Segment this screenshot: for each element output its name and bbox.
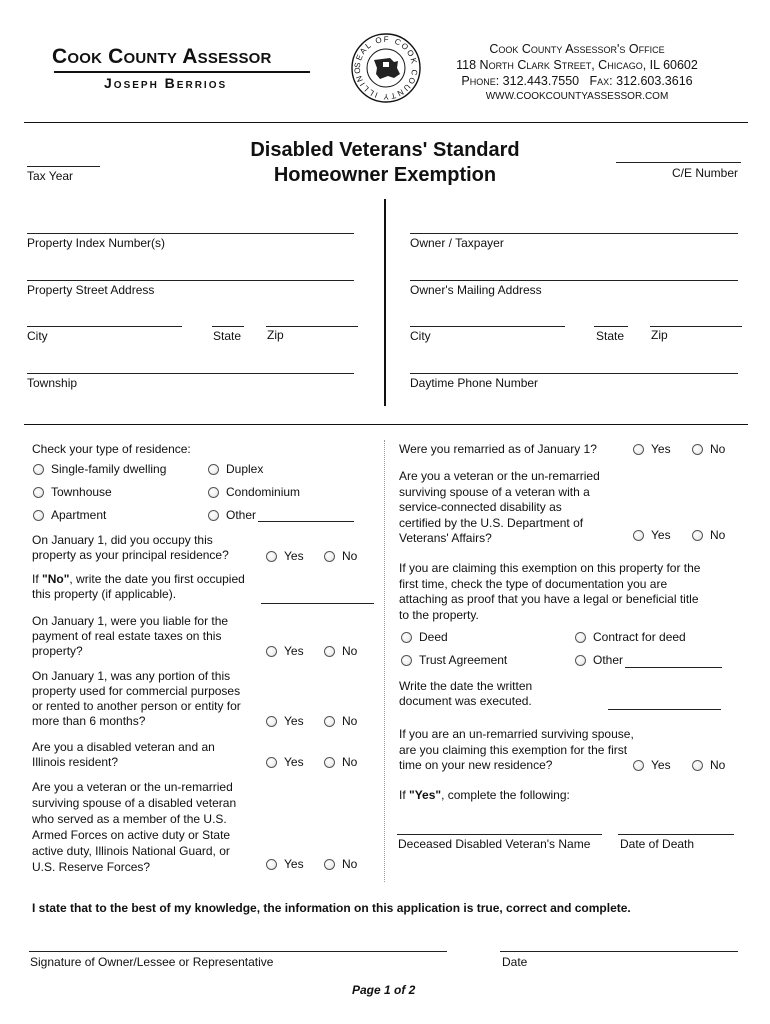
q-occupy-yes-radio[interactable]	[266, 551, 277, 562]
q-remarried-no-label: No	[710, 442, 726, 456]
q-certified-no-radio[interactable]	[692, 530, 703, 541]
q-served-no-label: No	[342, 857, 358, 871]
tax-year-label: Tax Year	[27, 169, 74, 183]
residence-condominium-radio[interactable]	[208, 487, 219, 498]
q-remarried-yes-radio[interactable]	[633, 444, 644, 455]
owner-state-label: State	[596, 329, 625, 343]
pin-field[interactable]	[27, 233, 354, 234]
q-commercial-no-label: No	[342, 714, 358, 728]
street-field[interactable]	[27, 280, 354, 281]
owner-city-field[interactable]	[410, 326, 565, 327]
form-title-line2: Homeowner Exemption	[273, 164, 497, 186]
q-disabled: Are you a disabled veteran and an Illinois resident?	[32, 740, 215, 769]
date-field[interactable]	[500, 951, 738, 952]
q-served-yes-radio[interactable]	[266, 859, 277, 870]
q-occupy-no-label: No	[342, 549, 358, 563]
phone-field[interactable]	[410, 373, 738, 374]
doc-contract-label: Contract for deed	[593, 630, 686, 644]
brand-name: Joseph Berrios	[104, 75, 228, 91]
q-if-no	[32, 572, 247, 602]
mailing-label: Owner's Mailing Address	[410, 283, 542, 297]
first-occupied-date-field[interactable]	[261, 603, 374, 604]
township-label: Township	[27, 376, 78, 390]
q-first-time: If you are claiming this exemption on this property for the first time, check the type of documentation you are attaching as proof that you have a legal or beneficial title to the property.	[399, 561, 701, 622]
doc-other-label: Other	[593, 653, 624, 667]
state-label: State	[213, 329, 242, 343]
ce-number-field[interactable]	[616, 162, 741, 163]
q-certified: Are you a veteran or the un-remarried surviving spouse of a veteran with a service-connected disability as certified by the U.S. Department of Veterans' Affairs?	[399, 469, 600, 545]
office-address: 118 North Clark Street, Chicago, IL 60602	[456, 58, 698, 72]
q-commercial: On January 1, was any portion of this property used for commercial purposes or rented to another person or entity for more than 6 months?	[32, 669, 241, 728]
q-if-no-pre: If	[32, 572, 43, 586]
residence-duplex-radio[interactable]	[208, 464, 219, 475]
q-liable-no-label: No	[342, 644, 358, 658]
form-title	[200, 138, 570, 188]
state-field[interactable]	[212, 326, 244, 327]
mailing-field[interactable]	[410, 280, 738, 281]
office-contact	[432, 41, 722, 104]
deceased-name-field[interactable]	[397, 834, 602, 835]
certification-statement: I state that to the best of my knowledge, the information on this application is true, correct and complete.	[32, 901, 631, 915]
signature-field[interactable]	[29, 951, 447, 952]
pin-label: Property Index Number(s)	[27, 236, 166, 250]
seal-icon	[350, 32, 422, 104]
q-served-yes-label: Yes	[284, 857, 304, 871]
office-name: Cook County Assessor's Office	[489, 42, 665, 56]
q-served: Are you a veteran or the un-remarried surviving spouse of a disabled veteran who served as a member of the U.S. Armed Forces on active duty or State active duty, Illinois National Guard, or U.S. Reserve Forces?	[32, 780, 237, 874]
city-field[interactable]	[27, 326, 182, 327]
q-written-date: Write the date the written document was executed.	[399, 679, 533, 708]
date-label: Date	[502, 955, 528, 969]
doc-deed-label: Deed	[419, 630, 448, 644]
column-divider	[384, 440, 385, 882]
residence-single-family-radio[interactable]	[33, 464, 44, 475]
q-if-no-post: , write the date you first occupied this property (if applicable).	[32, 572, 245, 601]
doc-trust-radio[interactable]	[401, 655, 412, 666]
q-commercial-yes-radio[interactable]	[266, 716, 277, 727]
q-if-no-bold: "No"	[42, 572, 70, 586]
q-remarried: Were you remarried as of January 1?	[399, 442, 597, 456]
q-certified-yes-radio[interactable]	[633, 530, 644, 541]
doc-other-field[interactable]	[625, 667, 722, 668]
if-yes-instruction	[399, 788, 570, 803]
q-disabled-yes-label: Yes	[284, 755, 304, 769]
q-spouse-new: If you are an un-remarried surviving spouse, are you claiming this exemption for the first time on your new residence?	[399, 727, 634, 772]
owner-zip-field[interactable]	[650, 326, 742, 327]
owner-zip-label: Zip	[651, 328, 668, 342]
if-yes-pre: If	[399, 788, 410, 802]
brand-rule	[54, 71, 310, 73]
residence-other-radio[interactable]	[208, 510, 219, 521]
q-liable-yes-radio[interactable]	[266, 646, 277, 657]
county-seal	[350, 32, 422, 104]
section-rule	[24, 424, 748, 425]
doc-trust-label: Trust Agreement	[419, 653, 508, 667]
doc-other-radio[interactable]	[575, 655, 586, 666]
death-date-label: Date of Death	[620, 837, 695, 851]
page-number: Page 1 of 2	[352, 983, 416, 997]
residence-prompt: Check your type of residence:	[32, 442, 191, 456]
residence-townhouse-radio[interactable]	[33, 487, 44, 498]
q-served-no-radio[interactable]	[324, 859, 335, 870]
q-commercial-yes-label: Yes	[284, 714, 304, 728]
q-spouse-new-yes-radio[interactable]	[633, 760, 644, 771]
q-spouse-new-no-radio[interactable]	[692, 760, 703, 771]
form-title-line1: Disabled Veterans' Standard	[250, 139, 520, 161]
q-certified-yes-label: Yes	[651, 528, 671, 542]
if-yes-bold: "Yes"	[409, 788, 442, 802]
doc-contract-radio[interactable]	[575, 632, 586, 643]
q-commercial-no-radio[interactable]	[324, 716, 335, 727]
q-occupy-no-radio[interactable]	[324, 551, 335, 562]
if-yes-post: , complete the following:	[441, 788, 570, 802]
q-occupy-yes-label: Yes	[284, 549, 304, 563]
residence-apartment-radio[interactable]	[33, 510, 44, 521]
ce-number-label: C/E Number	[672, 166, 739, 180]
residence-other-field[interactable]	[258, 521, 354, 522]
zip-field[interactable]	[266, 326, 358, 327]
city-label: City	[27, 329, 48, 343]
q-spouse-new-yes-label: Yes	[651, 758, 671, 772]
owner-city-label: City	[410, 329, 431, 343]
street-label: Property Street Address	[27, 283, 155, 297]
q-occupy: On January 1, did you occupy this property as your principal residence?	[32, 533, 229, 562]
township-field[interactable]	[27, 373, 354, 374]
zip-label: Zip	[267, 328, 284, 342]
q-remarried-yes-label: Yes	[651, 442, 671, 456]
phone-label: Daytime Phone Number	[410, 376, 539, 390]
q-disabled-no-label: No	[342, 755, 358, 769]
q-certified-no-label: No	[710, 528, 726, 542]
q-liable-no-radio[interactable]	[324, 646, 335, 657]
owner-field[interactable]	[410, 233, 738, 234]
doc-deed-radio[interactable]	[401, 632, 412, 643]
q-liable-yes-label: Yes	[284, 644, 304, 658]
header-rule	[24, 122, 748, 123]
deceased-name-label: Deceased Disabled Veteran's Name	[398, 837, 591, 851]
residence-single-family-label: Single-family dwelling	[51, 462, 167, 476]
q-remarried-no-radio[interactable]	[692, 444, 703, 455]
q-disabled-no-radio[interactable]	[324, 757, 335, 768]
residence-condominium-label: Condominium	[226, 485, 301, 499]
office-web: WWW.COOKCOUNTYASSESSOR.COM	[485, 91, 669, 102]
seal-text: SEAL OF COOK COUNTY ILLINO	[352, 34, 420, 102]
q-spouse-new-no-label: No	[710, 758, 726, 772]
residence-other-label: Other	[226, 508, 257, 522]
written-date-field[interactable]	[608, 709, 721, 710]
signature-label: Signature of Owner/Lessee or Representative	[30, 955, 274, 969]
residence-apartment-label: Apartment	[51, 508, 107, 522]
owner-label: Owner / Taxpayer	[410, 236, 504, 250]
office-phone: Phone: 312.443.7550 Fax: 312.603.3616	[461, 74, 693, 88]
death-date-field[interactable]	[618, 834, 734, 835]
tax-year-field[interactable]	[27, 166, 100, 167]
q-disabled-yes-radio[interactable]	[266, 757, 277, 768]
brand-block	[52, 44, 314, 96]
q-liable: On January 1, were you liable for the payment of real estate taxes on this property?	[32, 614, 229, 658]
center-divider	[384, 199, 386, 406]
owner-state-field[interactable]	[594, 326, 628, 327]
brand-title: Cook County Assessor	[52, 45, 272, 68]
residence-townhouse-label: Townhouse	[51, 485, 112, 499]
residence-duplex-label: Duplex	[226, 462, 264, 476]
